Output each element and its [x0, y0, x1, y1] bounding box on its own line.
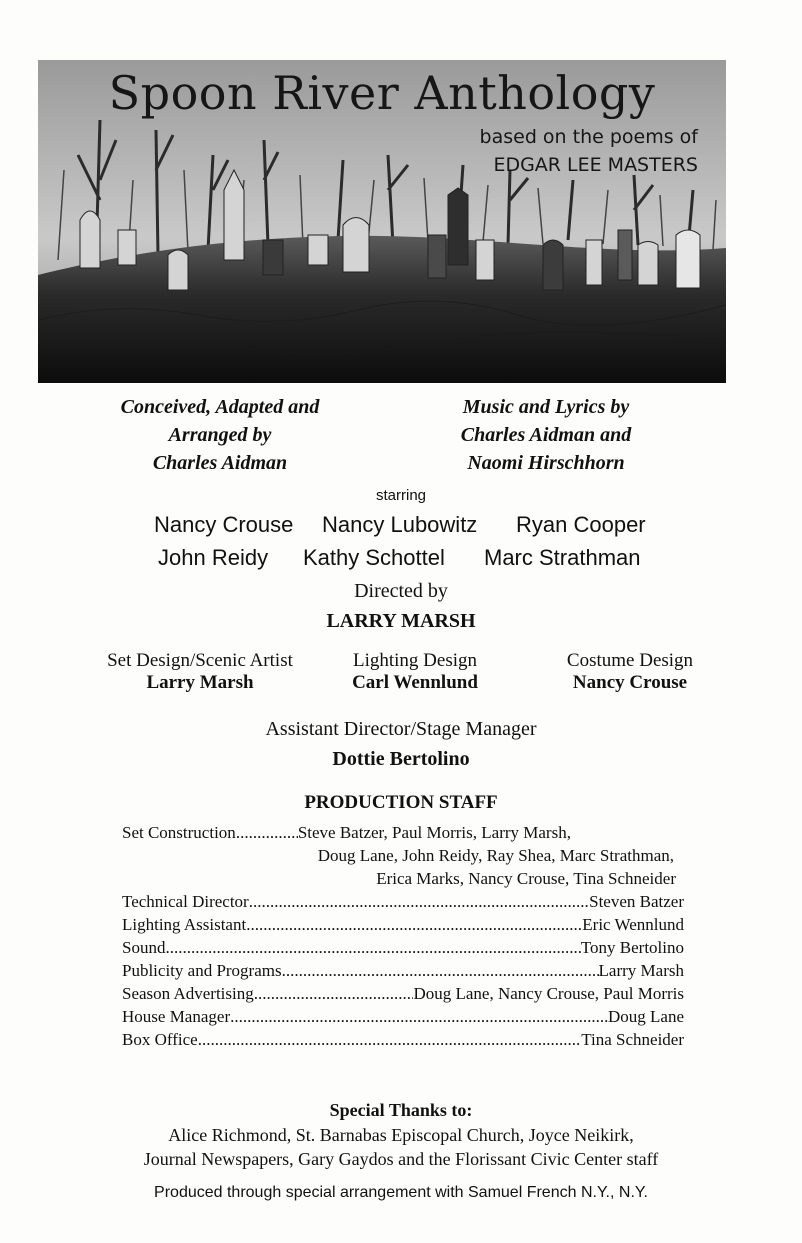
- thanks-line: Journal Newspapers, Gary Gaydos and the Florissant Civic Center staff: [143, 1149, 659, 1169]
- staff-row: [122, 959, 684, 982]
- starring-label: starring: [375, 487, 427, 504]
- staff-label: Publicity and Programs: [122, 961, 282, 980]
- cast-member: Kathy Schottel: [303, 545, 445, 570]
- music-credit: [396, 393, 696, 477]
- production-staff-list: [122, 821, 684, 1051]
- design-role: Set Design/Scenic Artist: [107, 650, 293, 671]
- staff-label: Technical Director: [122, 892, 249, 911]
- staff-value: Larry Marsh: [598, 961, 684, 980]
- assistant-role: Assistant Director/Stage Manager: [265, 718, 537, 740]
- leader-dots: [198, 1028, 582, 1051]
- design-name: Carl Wennlund: [352, 672, 478, 693]
- staff-row: [122, 936, 684, 959]
- directed-by-label: Directed by: [354, 580, 448, 602]
- staff-label: Season Advertising: [122, 984, 254, 1003]
- staff-label: House Manager: [122, 1007, 231, 1026]
- director-name: LARRY MARSH: [326, 610, 476, 632]
- staff-value: Steve Batzer, Paul Morris, Larry Marsh,: [297, 823, 571, 842]
- set-design-credit: [80, 650, 320, 694]
- costume-design-credit: [535, 650, 725, 694]
- show-title: Spoon River Anthology: [108, 66, 656, 120]
- thanks-line: Alice Richmond, St. Barnabas Episcopal Church, Joyce Neikirk,: [168, 1125, 634, 1145]
- staff-row: [122, 913, 684, 936]
- production-staff-heading: PRODUCTION STAFF: [304, 792, 498, 813]
- cast-member: Nancy Lubowitz: [322, 512, 478, 537]
- leader-dots: [165, 936, 580, 959]
- leader-dots: [282, 959, 599, 982]
- staff-value: Tony Bertolino: [580, 938, 684, 957]
- staff-row: [122, 890, 684, 913]
- leader-dots: [230, 1005, 608, 1028]
- assistant-name: Dottie Bertolino: [332, 748, 470, 770]
- credit-line: Arranged by: [168, 424, 272, 446]
- thanks-heading: Special Thanks to:: [329, 1100, 473, 1120]
- lighting-design-credit: [325, 650, 505, 694]
- staff-label: Set Construction: [122, 823, 236, 842]
- staff-label: Box Office: [122, 1030, 198, 1049]
- staff-row-set-construction: [122, 821, 684, 844]
- staff-value: Steven Batzer: [589, 892, 684, 911]
- credit-line: Charles Aidman: [152, 452, 288, 474]
- production-rights-note: Produced through special arrangement with Samuel French N.Y., N.Y.: [154, 1184, 648, 1201]
- staff-value: Eric Wennlund: [582, 915, 684, 934]
- design-role: Costume Design: [566, 650, 694, 671]
- subtitle-line-2: EDGAR LEE MASTERS: [493, 154, 698, 176]
- staff-row: [122, 1005, 684, 1028]
- subtitle-line-1: based on the poems of: [479, 126, 698, 148]
- leader-dots: [236, 821, 298, 844]
- staff-row: [122, 1028, 684, 1051]
- staff-value: Doug Lane: [607, 1007, 684, 1026]
- leader-dots: [249, 890, 589, 913]
- staff-row: [122, 982, 684, 1005]
- credit-line: Charles Aidman and: [460, 424, 632, 446]
- cast-member: Ryan Cooper: [516, 512, 646, 537]
- adaptation-credit: [70, 393, 370, 477]
- leader-dots: [254, 982, 414, 1005]
- design-role: Lighting Design: [352, 650, 478, 671]
- staff-value: Doug Lane, Nancy Crouse, Paul Morris: [413, 984, 684, 1003]
- credit-line: Conceived, Adapted and: [120, 396, 320, 418]
- design-name: Larry Marsh: [146, 672, 254, 693]
- cast-member: Marc Strathman: [484, 545, 641, 570]
- credit-line: Naomi Hirschhorn: [467, 452, 625, 474]
- credit-line: Music and Lyrics by: [462, 396, 630, 418]
- staff-continuation: Erica Marks, Nancy Crouse, Tina Schneider: [376, 869, 676, 888]
- staff-label: Lighting Assistant: [122, 915, 247, 934]
- leader-dots: [246, 913, 582, 936]
- cast-member: Nancy Crouse: [154, 512, 294, 537]
- design-name: Nancy Crouse: [572, 672, 688, 693]
- staff-value: Tina Schneider: [581, 1030, 684, 1049]
- cast-member: John Reidy: [158, 545, 269, 570]
- staff-continuation: Doug Lane, John Reidy, Ray Shea, Marc Strathman,: [317, 846, 674, 865]
- staff-label: Sound: [122, 938, 166, 957]
